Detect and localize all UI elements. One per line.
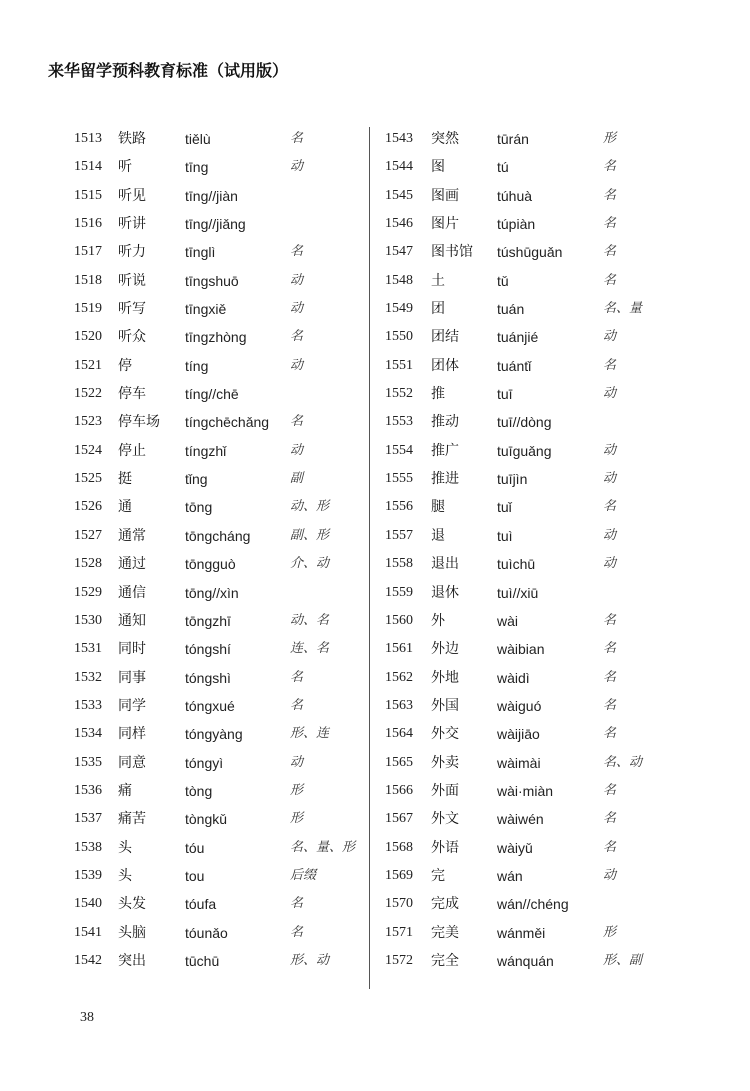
entry-pinyin: tuì//xiū [497, 584, 539, 601]
vocabulary-entry [60, 720, 370, 748]
entry-part-of-speech: 名 [603, 839, 617, 855]
entry-word: 停车 [118, 386, 146, 403]
entry-pinyin: tóngyàng [185, 726, 243, 743]
vocabulary-entry [60, 493, 370, 521]
entry-pinyin: tuán [497, 301, 525, 318]
entry-word: 推进 [431, 471, 459, 488]
entry-part-of-speech: 动 [603, 386, 617, 402]
entry-pinyin: tōng//xìn [185, 584, 239, 601]
entry-number: 1537 [74, 811, 102, 827]
entry-number: 1527 [74, 527, 102, 543]
entry-word: 同样 [118, 726, 146, 743]
entry-number: 1546 [385, 216, 413, 232]
vocabulary-entry [60, 607, 370, 635]
vocabulary-entry [375, 834, 675, 862]
entry-number: 1522 [74, 386, 102, 402]
entry-pinyin: tòngkǔ [185, 811, 228, 828]
entry-word: 同事 [118, 669, 146, 686]
entry-word: 头 [118, 839, 132, 856]
entry-pinyin: tíngzhǐ [185, 442, 227, 459]
entry-part-of-speech: 名 [603, 811, 617, 827]
entry-number: 1519 [74, 301, 102, 317]
vocabulary-entry [60, 550, 370, 578]
entry-number: 1570 [385, 896, 413, 912]
vocabulary-entry [375, 380, 675, 408]
entry-number: 1523 [74, 414, 102, 430]
entry-pinyin: wài [497, 612, 519, 629]
entry-word: 听力 [118, 244, 146, 261]
entry-number: 1552 [385, 386, 413, 402]
entry-word: 通过 [118, 556, 146, 573]
page-number: 38 [80, 1010, 94, 1025]
entry-word: 完全 [431, 952, 459, 969]
entry-word: 图书馆 [431, 244, 473, 261]
entry-word: 通 [118, 499, 132, 516]
vocabulary-entry [60, 579, 370, 607]
vocabulary-entry [375, 323, 675, 351]
entry-part-of-speech: 动 [290, 754, 304, 770]
entry-number: 1530 [74, 612, 102, 628]
entry-part-of-speech: 名 [603, 726, 617, 742]
entry-number: 1554 [385, 442, 413, 458]
entry-pinyin: tǐng [185, 471, 208, 488]
vocabulary-entry [375, 493, 675, 521]
entry-word: 头发 [118, 896, 146, 913]
entry-pinyin: tóufa [185, 896, 217, 913]
entry-part-of-speech: 副、形 [290, 527, 330, 543]
entry-number: 1560 [385, 612, 413, 628]
entry-pinyin: tōngcháng [185, 527, 251, 544]
entry-number: 1559 [385, 584, 413, 600]
entry-part-of-speech: 名 [290, 131, 304, 146]
entry-part-of-speech: 名 [290, 697, 304, 713]
entry-word: 外卖 [431, 754, 459, 771]
vocabulary-entry [60, 805, 370, 833]
vocabulary-entry [60, 437, 370, 465]
entry-pinyin: tóngxué [185, 697, 235, 714]
entry-pinyin: wàiguó [497, 697, 542, 714]
entry-number: 1515 [74, 187, 102, 203]
vocabulary-entry [375, 408, 675, 436]
vocabulary-entry [375, 664, 675, 692]
entry-part-of-speech: 介、动 [290, 556, 330, 572]
entry-word: 外地 [431, 669, 459, 686]
entry-part-of-speech: 名 [603, 782, 617, 798]
page-header-title: 来华留学预科教育标准（试用版） [48, 61, 289, 80]
vocabulary-entry [375, 210, 675, 238]
entry-part-of-speech: 名 [290, 924, 304, 940]
entry-word: 外文 [431, 811, 459, 828]
entry-word: 外边 [431, 641, 459, 658]
entry-part-of-speech: 动 [603, 471, 617, 487]
vocabulary-entry [60, 408, 370, 436]
entry-word: 头脑 [118, 924, 146, 941]
entry-pinyin: tóu [185, 839, 205, 856]
entry-pinyin: túpiàn [497, 216, 536, 233]
entry-word: 听讲 [118, 216, 146, 233]
vocabulary-entry [60, 749, 370, 777]
vocabulary-entry [60, 125, 370, 153]
vocabulary-entry [375, 607, 675, 635]
entry-word: 痛 [118, 782, 132, 799]
vocabulary-entry [60, 834, 370, 862]
entry-number: 1572 [385, 952, 413, 968]
entry-pinyin: tuī//dòng [497, 414, 552, 431]
entry-pinyin: tīngxiě [185, 301, 227, 318]
entry-word: 图 [431, 159, 445, 176]
vocabulary-entry [60, 295, 370, 323]
vocabulary-entry [375, 267, 675, 295]
entry-pinyin: tǔ [497, 272, 509, 289]
entry-number: 1565 [385, 754, 413, 770]
column-divider [369, 127, 370, 989]
entry-word: 停 [118, 357, 132, 374]
entry-part-of-speech: 动 [290, 357, 304, 373]
entry-word: 外 [431, 612, 445, 629]
entry-number: 1516 [74, 216, 102, 232]
entry-word: 腿 [431, 499, 445, 516]
entry-pinyin: tuījìn [497, 471, 528, 488]
entry-part-of-speech: 形 [290, 782, 304, 798]
entry-word: 完 [431, 867, 445, 884]
entry-pinyin: tīngshuō [185, 272, 239, 289]
entry-part-of-speech: 副 [290, 471, 304, 487]
vocabulary-entry [375, 522, 675, 550]
entry-part-of-speech: 名 [290, 329, 304, 345]
vocabulary-entry [375, 777, 675, 805]
vocabulary-entry [60, 267, 370, 295]
entry-part-of-speech: 形 [603, 924, 617, 940]
entry-number: 1529 [74, 584, 102, 600]
entry-word: 听写 [118, 301, 146, 318]
entry-part-of-speech: 名 [603, 216, 617, 232]
vocabulary-entry [375, 182, 675, 210]
entry-part-of-speech: 动、形 [290, 499, 330, 515]
entry-word: 团结 [431, 329, 459, 346]
entry-word: 团 [431, 301, 445, 318]
entry-number: 1548 [385, 272, 413, 288]
entry-number: 1542 [74, 952, 102, 968]
entry-pinyin: tóngyì [185, 754, 224, 771]
entry-word: 退 [431, 527, 445, 544]
entry-number: 1557 [385, 527, 413, 543]
entry-part-of-speech: 形、连 [290, 726, 330, 742]
entry-part-of-speech: 形 [603, 131, 617, 146]
entry-pinyin: tíng//chē [185, 386, 239, 403]
entry-word: 同时 [118, 641, 146, 658]
entry-pinyin: tòng [185, 782, 213, 799]
entry-word: 通常 [118, 527, 146, 544]
entry-word: 通知 [118, 612, 146, 629]
entry-pinyin: tóunǎo [185, 924, 228, 941]
entry-word: 突然 [431, 131, 459, 147]
entry-part-of-speech: 名 [290, 414, 304, 430]
entry-part-of-speech: 形、动 [290, 952, 330, 968]
entry-number: 1541 [74, 924, 102, 940]
entry-part-of-speech: 名 [603, 272, 617, 288]
vocabulary-entry [60, 664, 370, 692]
entry-number: 1538 [74, 839, 102, 855]
vocabulary-entry [60, 323, 370, 351]
entry-word: 推广 [431, 442, 459, 459]
entry-part-of-speech: 动 [603, 329, 617, 345]
vocabulary-entry [375, 238, 675, 266]
entry-pinyin: wàiyǔ [497, 839, 533, 856]
vocabulary-entry [375, 295, 675, 323]
entry-pinyin: túhuà [497, 187, 533, 204]
entry-number: 1534 [74, 726, 102, 742]
vocabulary-entry [375, 635, 675, 663]
entry-number: 1518 [74, 272, 102, 288]
entry-word: 停止 [118, 442, 146, 459]
entry-pinyin: tuì [497, 527, 513, 544]
vocabulary-entry [375, 805, 675, 833]
entry-number: 1563 [385, 697, 413, 713]
entry-word: 通信 [118, 584, 146, 601]
vocabulary-entry [60, 182, 370, 210]
entry-pinyin: wàijiāo [497, 726, 540, 743]
entry-part-of-speech: 名、量、形 [290, 839, 356, 855]
entry-part-of-speech: 动 [290, 301, 304, 317]
entry-number: 1556 [385, 499, 413, 515]
entry-pinyin: tīng//jiǎng [185, 216, 246, 233]
entry-pinyin: tōngguò [185, 556, 236, 573]
entry-number: 1528 [74, 556, 102, 572]
entry-number: 1549 [385, 301, 413, 317]
entry-part-of-speech: 名 [290, 244, 304, 260]
entry-word: 外语 [431, 839, 459, 856]
vocabulary-entry [60, 890, 370, 918]
entry-number: 1539 [74, 867, 102, 883]
entry-number: 1568 [385, 839, 413, 855]
entry-number: 1513 [74, 131, 102, 146]
entry-word: 听说 [118, 272, 146, 289]
entry-word: 听见 [118, 187, 146, 204]
entry-word: 退休 [431, 584, 459, 601]
entry-word: 图画 [431, 187, 459, 204]
vocabulary-entry [375, 692, 675, 720]
vocabulary-entry [375, 919, 675, 947]
vocabulary-entry [375, 947, 675, 975]
entry-number: 1558 [385, 556, 413, 572]
entry-part-of-speech: 名 [603, 641, 617, 657]
entry-pinyin: wánquán [497, 952, 554, 969]
entry-number: 1555 [385, 471, 413, 487]
entry-pinyin: tūchū [185, 952, 220, 969]
vocabulary-entry [375, 720, 675, 748]
entry-pinyin: wán [497, 867, 523, 884]
entry-pinyin: wàidì [497, 669, 530, 686]
entry-part-of-speech: 动 [290, 272, 304, 288]
entry-part-of-speech: 动 [603, 556, 617, 572]
entry-part-of-speech: 名 [603, 159, 617, 175]
entry-word: 完成 [431, 896, 459, 913]
entry-number: 1517 [74, 244, 102, 260]
entry-number: 1569 [385, 867, 413, 883]
entry-word: 听 [118, 159, 132, 176]
entry-word: 铁路 [118, 131, 146, 147]
vocabulary-entry [375, 352, 675, 380]
entry-word: 推动 [431, 414, 459, 431]
entry-word: 挺 [118, 471, 132, 488]
entry-number: 1525 [74, 471, 102, 487]
entry-pinyin: tóngshì [185, 669, 231, 686]
vocabulary-entry [375, 437, 675, 465]
entry-part-of-speech: 名 [290, 896, 304, 912]
vocabulary-entry [60, 153, 370, 181]
entry-number: 1566 [385, 782, 413, 798]
vocabulary-entry [60, 210, 370, 238]
entry-number: 1550 [385, 329, 413, 345]
entry-number: 1521 [74, 357, 102, 373]
vocabulary-entry [375, 465, 675, 493]
entry-pinyin: tuántǐ [497, 357, 532, 374]
entry-pinyin: tuī [497, 386, 513, 403]
vocabulary-entry [375, 890, 675, 918]
entry-word: 头 [118, 867, 132, 884]
entry-part-of-speech: 名 [603, 612, 617, 628]
entry-word: 团体 [431, 357, 459, 374]
entry-pinyin: tīngzhòng [185, 329, 247, 346]
vocabulary-entry [375, 579, 675, 607]
vocabulary-entry [375, 862, 675, 890]
entry-part-of-speech: 名 [603, 697, 617, 713]
entry-number: 1514 [74, 159, 102, 175]
entry-part-of-speech: 动、名 [290, 612, 330, 628]
vocabulary-column-left [60, 125, 370, 975]
entry-part-of-speech: 动 [290, 159, 304, 175]
entry-word: 土 [431, 272, 445, 289]
entry-pinyin: wài·miàn [497, 782, 554, 799]
entry-pinyin: wàibian [497, 641, 545, 658]
entry-word: 退出 [431, 556, 459, 573]
vocabulary-entry [60, 352, 370, 380]
entry-word: 停车场 [118, 414, 160, 431]
entry-part-of-speech: 动 [603, 527, 617, 543]
entry-pinyin: tou [185, 867, 205, 884]
entry-part-of-speech: 名 [603, 187, 617, 203]
entry-part-of-speech: 形、副 [603, 952, 643, 968]
vocabulary-entry [60, 777, 370, 805]
vocabulary-entry [375, 125, 675, 153]
vocabulary-entry [60, 465, 370, 493]
entry-word: 外面 [431, 782, 459, 799]
entry-number: 1524 [74, 442, 102, 458]
entry-word: 同意 [118, 754, 146, 771]
entry-word: 外国 [431, 697, 459, 714]
entry-number: 1531 [74, 641, 102, 657]
vocabulary-entry [375, 749, 675, 777]
entry-part-of-speech: 动 [603, 442, 617, 458]
entry-number: 1536 [74, 782, 102, 798]
vocabulary-entry [60, 947, 370, 975]
entry-word: 听众 [118, 329, 146, 346]
entry-number: 1526 [74, 499, 102, 515]
vocabulary-entry [375, 550, 675, 578]
entry-pinyin: tú [497, 159, 509, 176]
entry-number: 1535 [74, 754, 102, 770]
entry-word: 完美 [431, 924, 459, 941]
vocabulary-entry [60, 380, 370, 408]
entry-pinyin: tíngchēchǎng [185, 414, 270, 431]
entry-number: 1561 [385, 641, 413, 657]
entry-word: 突出 [118, 952, 146, 969]
entry-pinyin: tōngzhī [185, 612, 231, 629]
entry-pinyin: túshūguǎn [497, 244, 563, 261]
entry-part-of-speech: 名 [603, 499, 617, 515]
entry-part-of-speech: 名、动 [603, 754, 643, 770]
entry-pinyin: tīnglì [185, 244, 216, 261]
entry-number: 1540 [74, 896, 102, 912]
entry-part-of-speech: 后缀 [290, 867, 317, 883]
entry-number: 1571 [385, 924, 413, 940]
vocabulary-entry [60, 238, 370, 266]
entry-word: 推 [431, 386, 445, 403]
entry-word: 外交 [431, 726, 459, 743]
entry-number: 1553 [385, 414, 413, 430]
entry-pinyin: wàiwén [497, 811, 544, 828]
vocabulary-entry [60, 692, 370, 720]
entry-pinyin: wàimài [497, 754, 541, 771]
entry-part-of-speech: 名、量 [603, 301, 643, 317]
entry-pinyin: tuīguǎng [497, 442, 552, 459]
entry-part-of-speech: 形 [290, 811, 304, 827]
entry-number: 1562 [385, 669, 413, 685]
entry-pinyin: tūrán [497, 131, 529, 147]
entry-pinyin: tīng [185, 159, 209, 176]
entry-number: 1533 [74, 697, 102, 713]
entry-number: 1532 [74, 669, 102, 685]
entry-number: 1547 [385, 244, 413, 260]
entry-pinyin: tōng [185, 499, 213, 516]
entry-pinyin: tíng [185, 357, 209, 374]
entry-pinyin: tiělù [185, 131, 211, 147]
entry-pinyin: tuánjié [497, 329, 539, 346]
vocabulary-entry [375, 153, 675, 181]
entry-pinyin: wánměi [497, 924, 546, 941]
entry-number: 1545 [385, 187, 413, 203]
entry-number: 1567 [385, 811, 413, 827]
entry-part-of-speech: 名 [603, 244, 617, 260]
entry-pinyin: wán//chéng [497, 896, 569, 913]
entry-word: 图片 [431, 216, 459, 233]
entry-pinyin: tīng//jiàn [185, 187, 238, 204]
entry-part-of-speech: 名 [603, 669, 617, 685]
entry-number: 1544 [385, 159, 413, 175]
entry-part-of-speech: 名 [290, 669, 304, 685]
entry-number: 1551 [385, 357, 413, 373]
vocabulary-entry [60, 919, 370, 947]
vocabulary-entry [60, 635, 370, 663]
entry-number: 1543 [385, 131, 413, 146]
entry-pinyin: tóngshí [185, 641, 231, 658]
entry-word: 痛苦 [118, 811, 146, 828]
entry-pinyin: tuìchū [497, 556, 536, 573]
vocabulary-entry [60, 522, 370, 550]
entry-number: 1564 [385, 726, 413, 742]
vocabulary-entry [60, 862, 370, 890]
entry-part-of-speech: 名 [603, 357, 617, 373]
entry-number: 1520 [74, 329, 102, 345]
entry-part-of-speech: 连、名 [290, 641, 330, 657]
entry-part-of-speech: 动 [290, 442, 304, 458]
entry-word: 同学 [118, 697, 146, 714]
vocabulary-column-right [375, 125, 675, 975]
entry-part-of-speech: 动 [603, 867, 617, 883]
entry-pinyin: tuǐ [497, 499, 512, 516]
